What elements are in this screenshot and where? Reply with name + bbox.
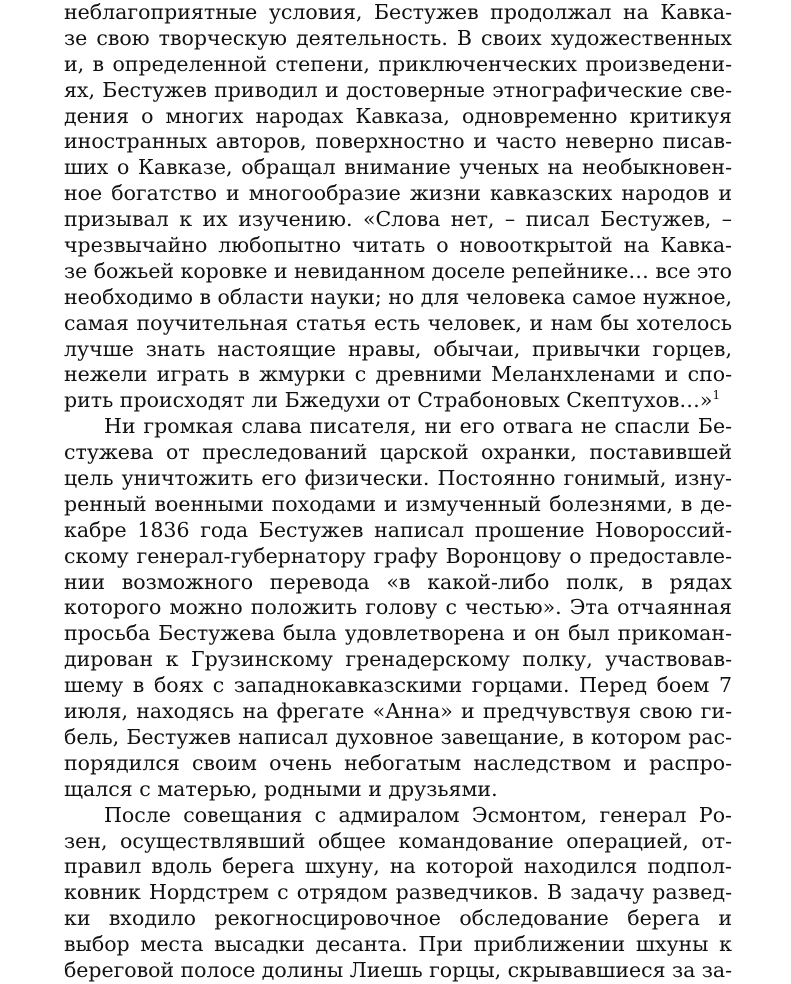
- text-line: просьба Бестужева была удовлетворена и он был прикоман-: [64, 621, 732, 646]
- text-line: рить происходят ли Бжедухи от Страбоновых Скептухов…»: [64, 388, 713, 413]
- text-line: необходимо в области науки; но для человека самое нужное,: [64, 284, 732, 309]
- text-line: ковник Нордстрем с отрядом разведчиков. В задачу развед-: [64, 880, 732, 905]
- text-line: цель уничтожить его физически. Постоянно гонимый, изну-: [64, 466, 732, 491]
- text-line: шему в боях с западнокавказскими горцами. Перед боем 7: [64, 673, 732, 698]
- text-line: После совещания с адмиралом Эсмонтом, генерал Ро-: [104, 802, 732, 827]
- text-line: правил вдоль берега шхуну, на которой находился подпол-: [64, 854, 732, 879]
- paragraph-1: [64, 0, 732, 414]
- text-line: дирован к Грузинскому гренадерскому полку, участвовав-: [64, 647, 732, 672]
- text-line: лучше знать настоящие нравы, обычаи, привычки горцев,: [64, 336, 732, 361]
- text-line: зе божьей коровке и невиданном доселе репейнике… все это: [64, 258, 732, 283]
- text-line: стужева от преследований царской охранки, поставившей: [64, 440, 732, 465]
- text-line: ки входило рекогносцировочное обследование берега и: [64, 906, 732, 931]
- paragraph-3: [64, 803, 732, 984]
- text-line: ное богатство и многообразие жизни кавказских народов и: [64, 181, 732, 206]
- text-line: зе свою творческую деятельность. В своих художественных: [64, 25, 732, 50]
- text-line: ренный военными походами и измученный болезнями, в де-: [64, 491, 732, 516]
- text-line: самая поучительная статья есть человек, и нам бы хотелось: [64, 310, 732, 335]
- text-line: зен, осуществлявший общее командование операцией, от-: [64, 828, 732, 853]
- text-line: бель, Бестужев написал духовное завещание, в котором рас-: [64, 724, 732, 749]
- text-line: ях, Бестужев приводил и достоверные этнографические све-: [64, 77, 732, 102]
- text-line-with-footnote: [64, 388, 732, 414]
- text-line: нежели играть в жмурки с древними Меланхленами и спо-: [64, 362, 732, 387]
- text-line: выбор места высадки десанта. При приближении шхуны к: [64, 932, 732, 957]
- text-line: неблагоприятные условия, Бестужев продолжал на Кавка-: [64, 0, 732, 24]
- text-line: скому генерал-губернатору графу Воронцову о предоставле-: [64, 543, 732, 568]
- footnote-marker[interactable]: 1: [712, 388, 721, 403]
- text-line: которого можно положить голову с честью». Эта отчаянная: [64, 595, 732, 620]
- paragraph-2: [64, 414, 732, 802]
- document-page: [64, 0, 732, 984]
- text-line: Ни громкая слава писателя, ни его отвага не спасли Бе-: [104, 414, 732, 439]
- text-line: иностранных авторов, поверхностно и часто неверно писав-: [64, 129, 732, 154]
- text-line: порядился своим очень небогатым наследством и распро-: [64, 750, 732, 775]
- text-line: чрезвычайно любопытно читать о новооткрытой на Кавка-: [64, 233, 732, 258]
- text-line: дения о многих народах Кавказа, одновременно критикуя: [64, 103, 732, 128]
- text-line: призывал к их изучению. «Слова нет, – писал Бестужев, –: [64, 207, 732, 232]
- text-line: нии возможного перевода «в какой-либо полк, в рядах: [64, 569, 732, 594]
- text-line: и, в определенной степени, приключенческих произведени-: [64, 51, 732, 76]
- text-line: июля, находясь на фрегате «Анна» и предчувствуя свою ги-: [64, 699, 732, 724]
- text-line: кабре 1836 года Бестужев написал прошение Новороссий-: [64, 517, 732, 542]
- text-line: ших о Кавказе, обращал внимание ученых на необыкновен-: [64, 155, 732, 180]
- text-line: береговой полосе долины Лиешь горцы, скрывавшиеся за за-: [64, 957, 732, 982]
- text-line: щался с матерью, родными и друзьями.: [64, 776, 498, 801]
